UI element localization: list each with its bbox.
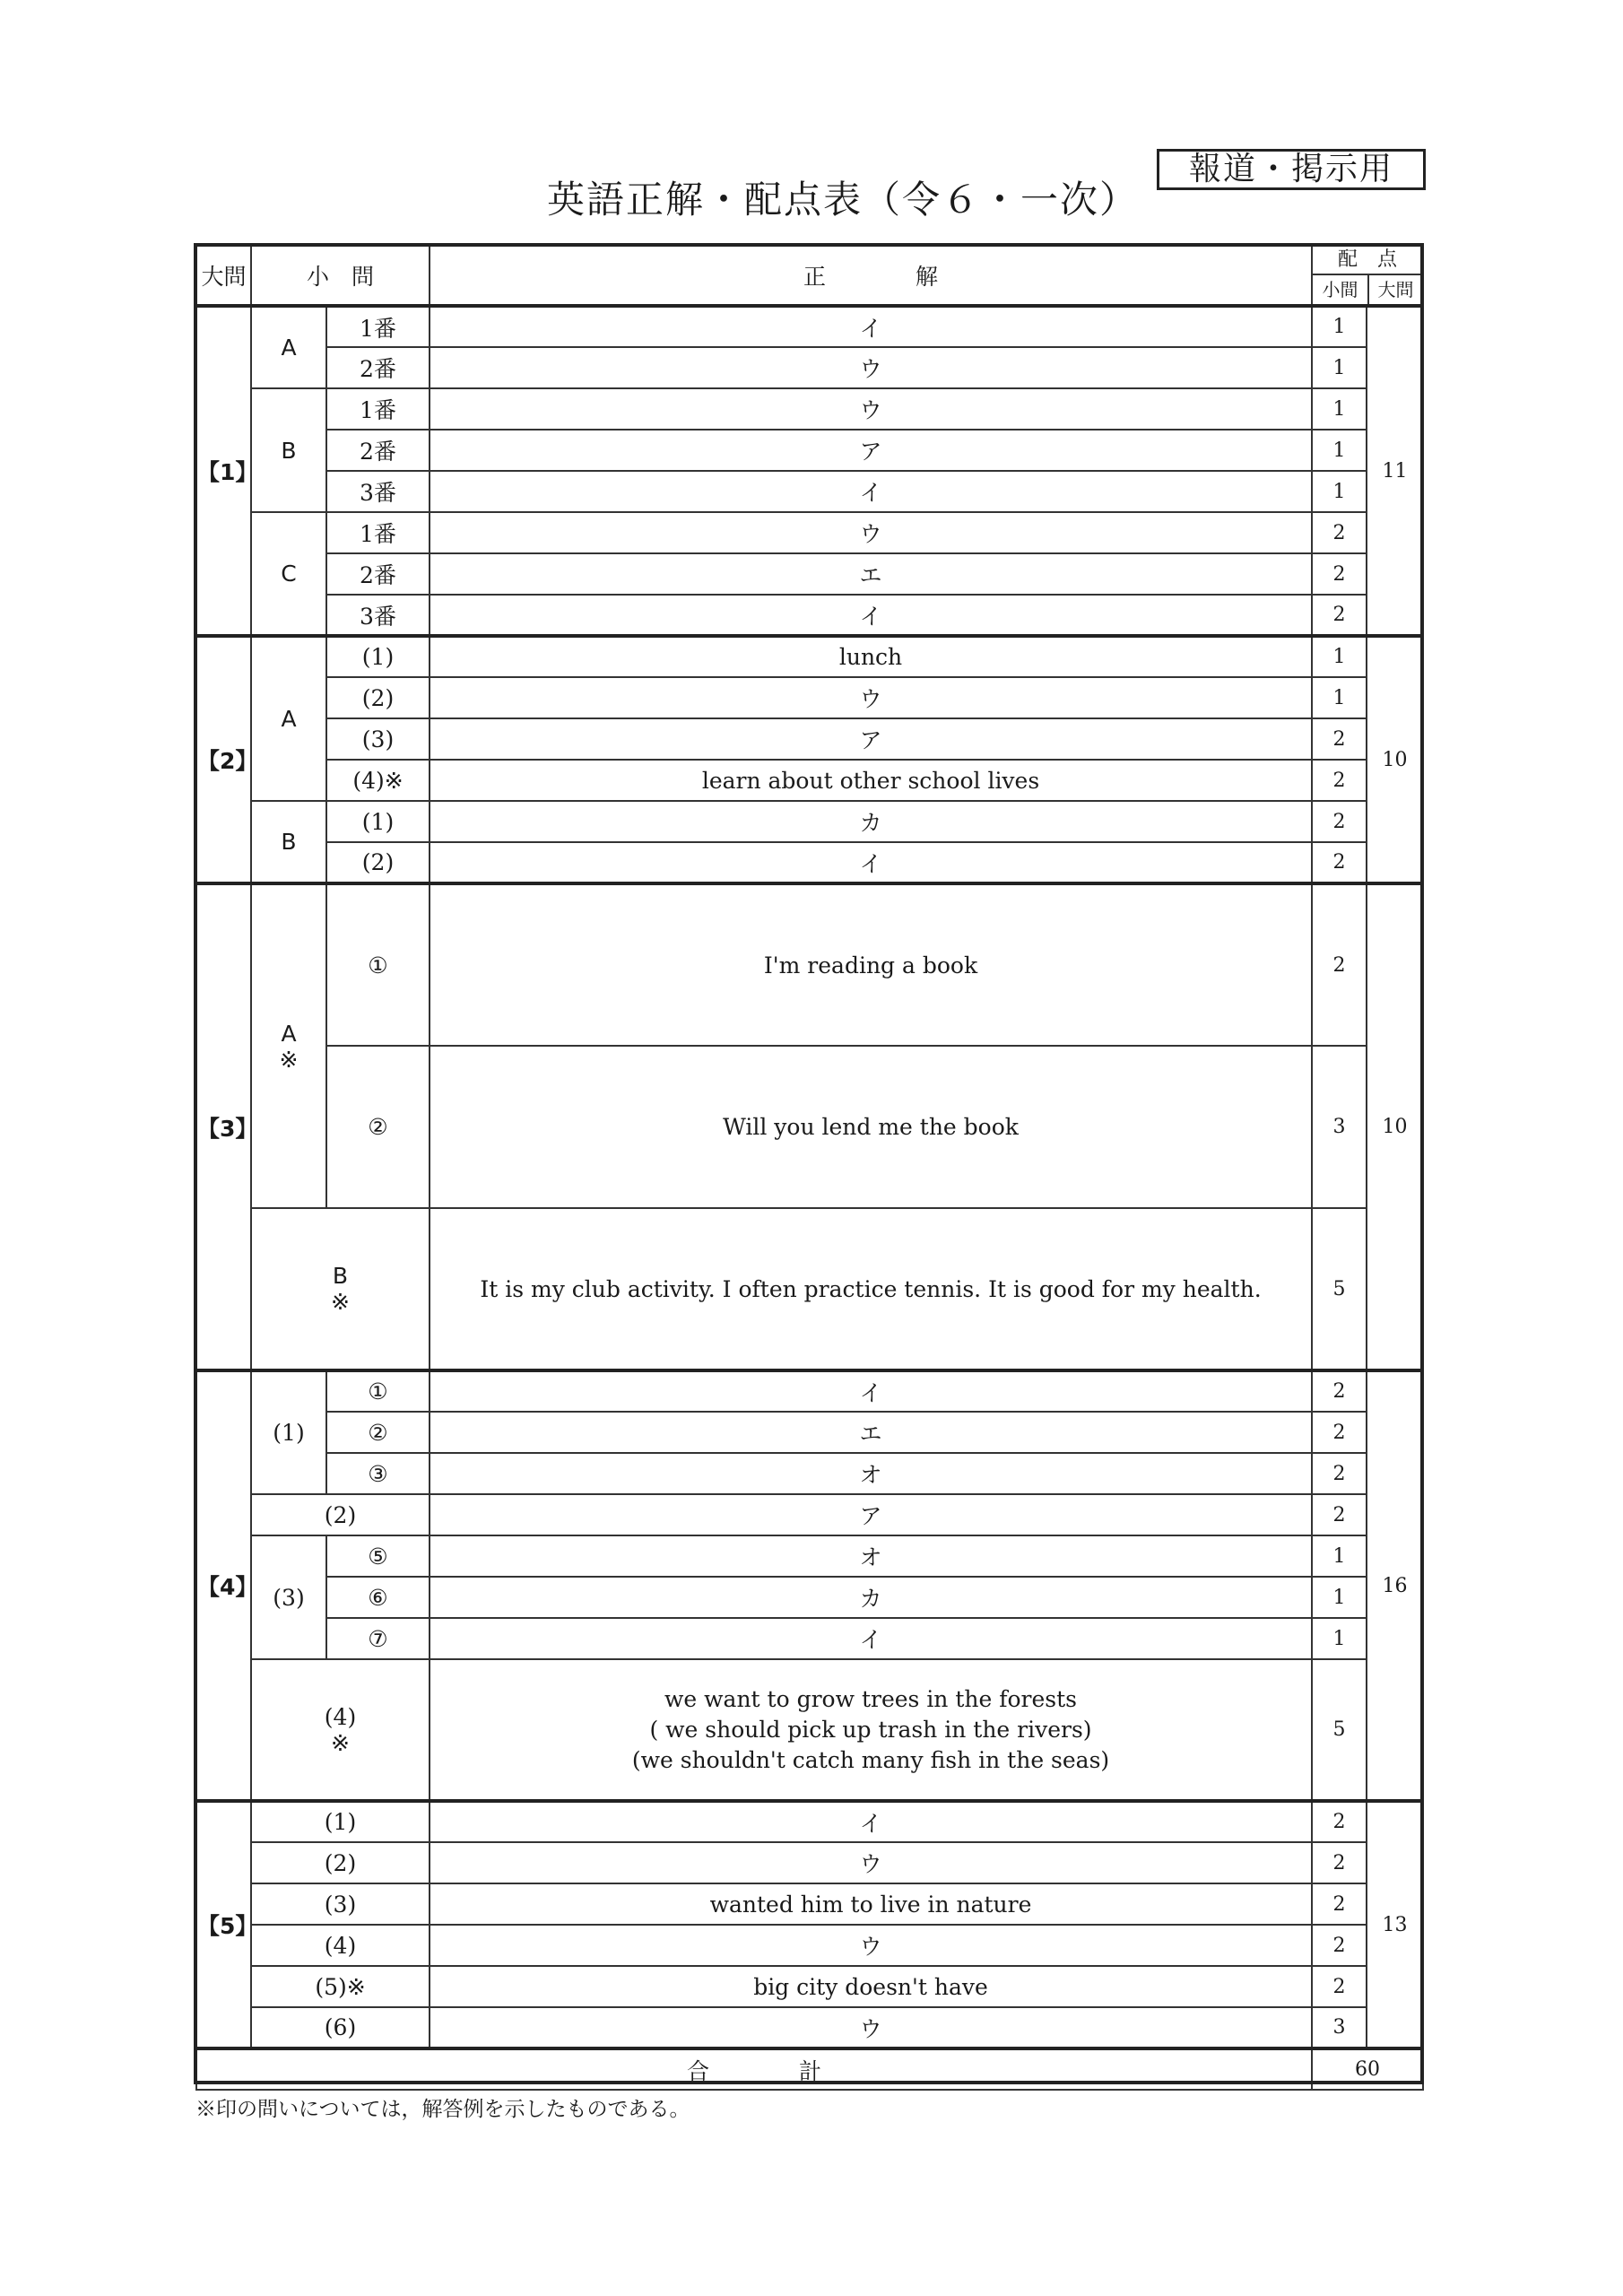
q1-group-b: B: [251, 388, 326, 512]
q4-row2-points: 2: [1312, 1412, 1367, 1453]
q4-group-4-label: (4): [324, 1703, 357, 1730]
q4-group-4-mark: ※: [331, 1729, 350, 1756]
q1-row7-answer: エ: [430, 553, 1312, 595]
q2-row2-answer: ウ: [430, 677, 1312, 718]
q2-total: 10: [1367, 636, 1423, 883]
q3-row1-answer: I'm reading a book: [430, 883, 1312, 1046]
q1-row1-points: 1: [1312, 306, 1367, 347]
q4-row5-sub: ⑤: [326, 1535, 430, 1577]
q1-row2-answer: ウ: [430, 347, 1312, 388]
q2-group-a: A: [251, 636, 326, 801]
q5-row3-points: 2: [1312, 1883, 1367, 1925]
q4-row5-points: 1: [1312, 1535, 1367, 1577]
q4-row8-answer-line3: (we shouldn't catch many fish in the seas): [631, 1746, 1110, 1773]
q5-row1-answer: イ: [430, 1801, 1312, 1842]
q3-row1-points: 2: [1312, 883, 1367, 1046]
q1-group-c: C: [251, 512, 326, 636]
q4-row4-points: 2: [1312, 1494, 1367, 1535]
q4-total: 16: [1367, 1370, 1423, 1801]
q5-label: 【5】: [196, 1801, 251, 2048]
q1-row3-points: 1: [1312, 388, 1367, 430]
q5-row2-sub: (2): [251, 1842, 430, 1883]
header-haiten-label: 配 点: [1313, 247, 1422, 275]
header-haiten-small: 小間: [1313, 275, 1369, 304]
q5-row2-answer: ウ: [430, 1842, 1312, 1883]
q5-row6-sub: (6): [251, 2007, 430, 2048]
q1-row5-sub: 3番: [326, 471, 430, 512]
q1-row7-sub: 2番: [326, 553, 430, 595]
header-haiten: [1312, 246, 1423, 306]
q3-row3-answer: It is my club activity. I often practice tennis. It is good for my health.: [430, 1208, 1312, 1370]
q3-total: 10: [1367, 883, 1423, 1370]
q2-row2-points: 1: [1312, 677, 1367, 718]
answer-score-table: [195, 245, 1424, 2091]
q4-row7-answer: イ: [430, 1618, 1312, 1659]
q4-row7-points: 1: [1312, 1618, 1367, 1659]
q1-row1-sub: 1番: [326, 306, 430, 347]
q4-row8-answer-line1: we want to grow trees in the forests: [664, 1685, 1078, 1712]
q2-row4-answer: learn about other school lives: [430, 760, 1312, 801]
q1-row2-sub: 2番: [326, 347, 430, 388]
q5-row1-sub: (1): [251, 1801, 430, 1842]
q2-row5-points: 2: [1312, 801, 1367, 842]
header-daimon: 大問: [196, 246, 251, 306]
q2-label: 【2】: [196, 636, 251, 883]
q5-row4-sub: (4): [251, 1925, 430, 1966]
q5-row5-answer: big city doesn't have: [430, 1966, 1312, 2007]
q3-row1-sub: ①: [326, 883, 430, 1046]
q4-row2-sub: ②: [326, 1412, 430, 1453]
q1-row1-answer: イ: [430, 306, 1312, 347]
q2-row2-sub: (2): [326, 677, 430, 718]
q5-row6-points: 3: [1312, 2007, 1367, 2048]
q5-total: 13: [1367, 1801, 1423, 2048]
header-haiten-large: 大問: [1377, 279, 1414, 300]
grand-total-value: 60: [1312, 2048, 1423, 2090]
q2-row3-sub: (3): [326, 718, 430, 760]
q2-row1-points: 1: [1312, 636, 1367, 677]
q2-row3-answer: ア: [430, 718, 1312, 760]
q2-row3-points: 2: [1312, 718, 1367, 760]
q1-total: 11: [1367, 306, 1423, 636]
q4-row6-points: 1: [1312, 1577, 1367, 1618]
q1-row8-points: 2: [1312, 595, 1367, 636]
q3-row2-points: 3: [1312, 1046, 1367, 1208]
grand-total-label: 合 計: [196, 2048, 1312, 2090]
q4-row6-answer: カ: [430, 1577, 1312, 1618]
header-seikai: 正 解: [430, 246, 1312, 306]
q3-row2-sub: ②: [326, 1046, 430, 1208]
q3-group-a: [251, 883, 326, 1208]
q3-row2-answer: Will you lend me the book: [430, 1046, 1312, 1208]
q3-group-b: [251, 1208, 430, 1370]
q1-row3-sub: 1番: [326, 388, 430, 430]
q4-row3-points: 2: [1312, 1453, 1367, 1494]
q2-row5-sub: (1): [326, 801, 430, 842]
q1-row4-sub: 2番: [326, 430, 430, 471]
q5-row6-answer: ウ: [430, 2007, 1312, 2048]
header-shomon: 小 問: [251, 246, 430, 306]
q3-row3-points: 5: [1312, 1208, 1367, 1370]
q1-label: 【1】: [196, 306, 251, 636]
q3-group-a-label: A: [281, 1020, 297, 1047]
q2-row6-sub: (2): [326, 842, 430, 883]
q1-group-a: A: [251, 306, 326, 388]
q4-row8-answer-line2: ( we should pick up trash in the rivers): [649, 1716, 1092, 1743]
q2-row4-points: 2: [1312, 760, 1367, 801]
q3-group-b-label: B: [332, 1263, 349, 1289]
q4-row3-answer: オ: [430, 1453, 1312, 1494]
q1-row6-sub: 1番: [326, 512, 430, 553]
q4-row1-sub: ①: [326, 1370, 430, 1412]
q4-group-2: (2): [251, 1494, 430, 1535]
q5-row3-answer: wanted him to live in nature: [430, 1883, 1312, 1925]
q2-row5-answer: カ: [430, 801, 1312, 842]
q4-row5-answer: オ: [430, 1535, 1312, 1577]
q5-row4-answer: ウ: [430, 1925, 1312, 1966]
q1-row6-points: 2: [1312, 512, 1367, 553]
q4-row8-points: 5: [1312, 1659, 1367, 1801]
q5-row3-sub: (3): [251, 1883, 430, 1925]
q4-row7-sub: ⑦: [326, 1618, 430, 1659]
press-badge: 報道・掲示用: [1157, 149, 1426, 190]
q5-row5-points: 2: [1312, 1966, 1367, 2007]
q5-row1-points: 2: [1312, 1801, 1367, 1842]
q3-group-b-mark: ※: [331, 1289, 350, 1315]
q4-row1-answer: イ: [430, 1370, 1312, 1412]
q1-row4-points: 1: [1312, 430, 1367, 471]
q4-group-4: [251, 1659, 430, 1801]
q2-group-b: B: [251, 801, 326, 883]
q4-row8-answer: [430, 1659, 1312, 1801]
q3-group-a-mark: ※: [279, 1046, 299, 1073]
q4-group-1: (1): [251, 1370, 326, 1494]
q2-row6-answer: イ: [430, 842, 1312, 883]
q1-row5-answer: イ: [430, 471, 1312, 512]
q5-row4-points: 2: [1312, 1925, 1367, 1966]
q4-row4-answer: ア: [430, 1494, 1312, 1535]
page-title: 英語正解・配点表（令６・一次）: [546, 178, 1139, 222]
q1-row2-points: 1: [1312, 347, 1367, 388]
q1-row8-answer: イ: [430, 595, 1312, 636]
q2-row1-answer: lunch: [430, 636, 1312, 677]
q2-row4-sub: (4)※: [326, 760, 430, 801]
q2-row6-points: 2: [1312, 842, 1367, 883]
q2-row1-sub: (1): [326, 636, 430, 677]
q4-row2-answer: エ: [430, 1412, 1312, 1453]
q5-row2-points: 2: [1312, 1842, 1367, 1883]
footnote: ※印の問いについては，解答例を示したものである。: [195, 2098, 690, 2121]
q4-row1-points: 2: [1312, 1370, 1367, 1412]
q1-row3-answer: ウ: [430, 388, 1312, 430]
q4-group-3: (3): [251, 1535, 326, 1659]
q5-row5-sub: (5)※: [251, 1966, 430, 2007]
q4-row3-sub: ③: [326, 1453, 430, 1494]
q1-row8-sub: 3番: [326, 595, 430, 636]
q4-row6-sub: ⑥: [326, 1577, 430, 1618]
q3-label: 【3】: [196, 883, 251, 1370]
q1-row6-answer: ウ: [430, 512, 1312, 553]
q1-row5-points: 1: [1312, 471, 1367, 512]
q1-row7-points: 2: [1312, 553, 1367, 595]
q1-row4-answer: ア: [430, 430, 1312, 471]
q4-label: 【4】: [196, 1370, 251, 1801]
